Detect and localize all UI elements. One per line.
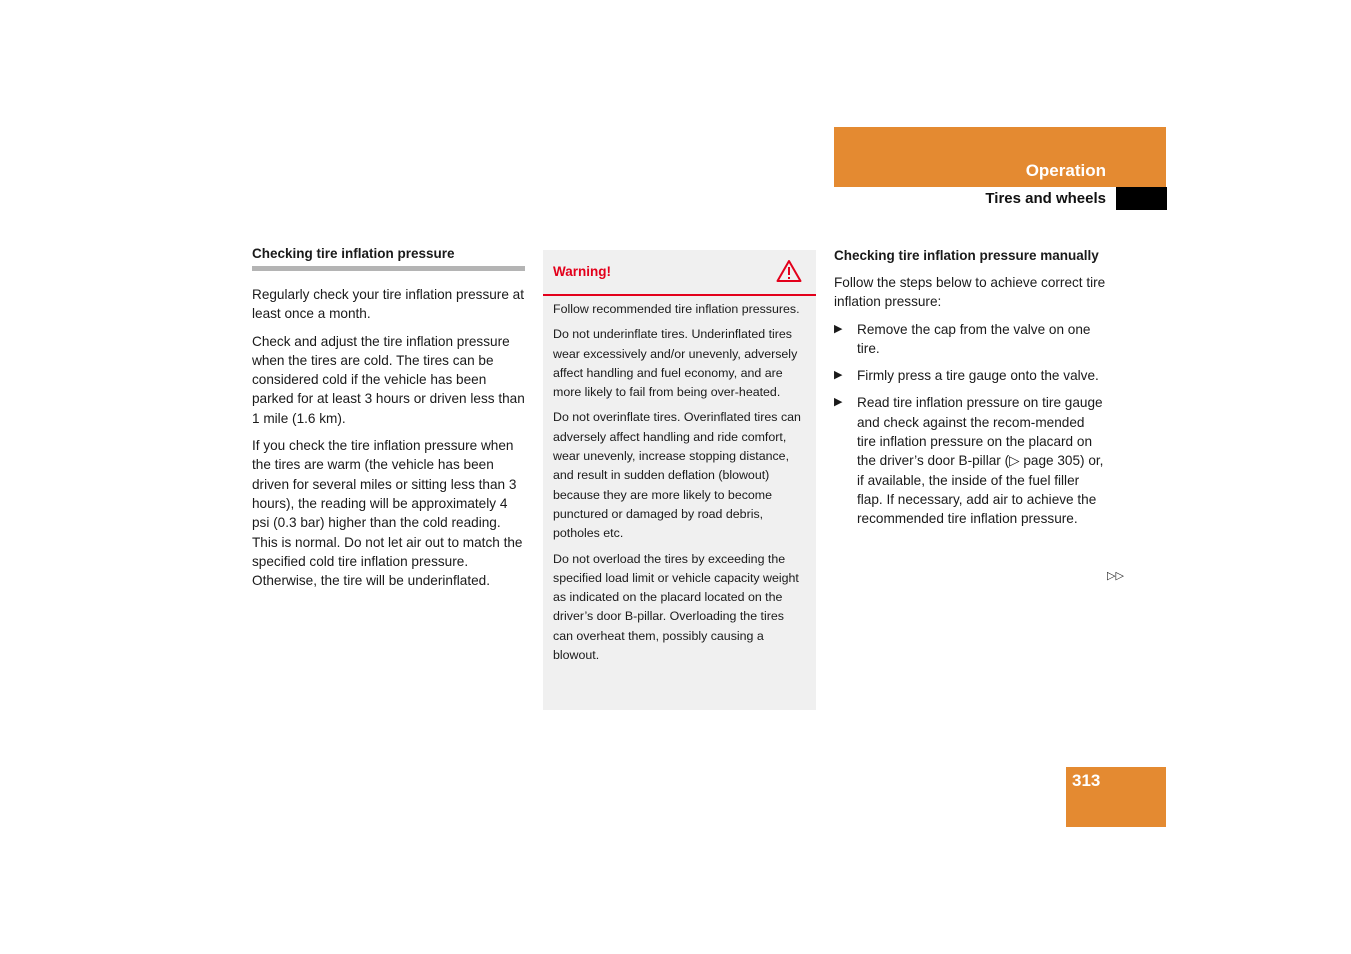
- step-item: [834, 393, 1106, 528]
- warning-paragraph: Follow recommended tire inflation pressures.: [553, 302, 800, 316]
- section-tab-marker: [1116, 187, 1167, 210]
- left-heading: Checking tire inflation pressure: [252, 246, 525, 271]
- chapter-title: Operation: [1025, 161, 1106, 180]
- left-paragraph: Regularly check your tire inflation pressure at least once a month.: [252, 287, 525, 322]
- step-text: Read tire inflation pressure on tire gauge and check against the recom-mended tire inflation pressure on the placard on the driver’s door B-pillar (▷ page 305) or, if available, the inside of the fuel filler flap. If necessary, add air to achieve the recommended tire inflation pressure.: [857, 395, 1104, 527]
- step-item: [834, 366, 1106, 385]
- left-column: [252, 246, 525, 590]
- warning-box: [543, 250, 816, 710]
- right-intro: Follow the steps below to achieve correct tire inflation pressure:: [834, 275, 1106, 310]
- page-number: 313: [1072, 771, 1101, 790]
- step-text: Remove the cap from the valve on one tire.: [857, 321, 1091, 356]
- warning-paragraph: Do not underinflate tires. Underinflated tires wear excessively and/or unevenly, adversely affect handling and fuel economy, and are more likely to fail from being over-heated.: [553, 327, 798, 400]
- chapter-header: [834, 127, 1166, 187]
- bullet-arrow-icon: ▶: [834, 396, 843, 409]
- bullet-arrow-icon: ▶: [834, 369, 843, 382]
- right-column: [834, 246, 1106, 529]
- step-item: [834, 320, 1106, 359]
- warning-paragraph: Do not overinflate tires. Overinflated tires can adversely affect handling and ride comfort, wear unevenly, increase stopping distance, and result in sudden deflation (blowout) because they are more likely to become punctured or damaged by road debris, potholes etc.: [553, 410, 801, 541]
- continued-arrow-icon: ▷▷: [1107, 570, 1124, 582]
- left-paragraph: If you check the tire inflation pressure when the tires are warm (the vehicle has been driven for several miles or sitting less than 3 hours), the reading will be approximately 4 psi (0.3 bar) higher than the cold reading. This is normal. Do not let air out to match the specified cold tire inflation pressure. Otherwise, the tire will be underinflated.: [252, 438, 523, 589]
- warning-label: Warning!: [553, 264, 611, 279]
- left-paragraph: Check and adjust the tire inflation pressure when the tires are cold. The tires can be considered cold if the vehicle has been parked for at least 3 hours or driven less than 1 mile (1.6 km).: [252, 333, 525, 426]
- warning-body: [543, 296, 816, 665]
- warning-triangle-icon: [776, 259, 802, 288]
- warning-header: [543, 250, 816, 296]
- right-heading: Checking tire inflation pressure manually: [834, 248, 1099, 263]
- warning-paragraph: Do not overload the tires by exceeding the specified load limit or vehicle capacity weight as indicated on the placard located on the driver’s door B-pillar. Overloading the tires can overheat them, possibly causing a blowout.: [553, 551, 799, 663]
- bullet-arrow-icon: ▶: [834, 322, 843, 335]
- step-text: Firmly press a tire gauge onto the valve.: [857, 368, 1099, 384]
- section-title: Tires and wheels: [985, 190, 1106, 207]
- page-number-block: [1066, 767, 1166, 827]
